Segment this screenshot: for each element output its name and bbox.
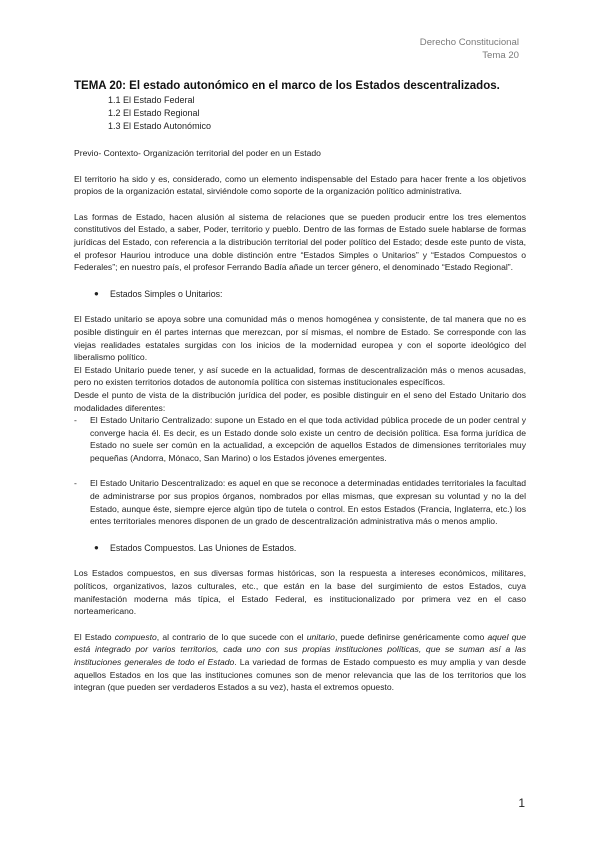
paragraph: El territorio ha sido y es, considerado, como un elemento indispensable del Estado para hacer frente a los objetivos propios de la organización estatal, sirviéndole como soporte de la organización político administrativa. [74, 173, 526, 197]
paragraph: El Estado unitario se apoya sobre una comunidad más o menos homogénea y consistente, de tal manera que no es posible distinguir en él partes internas que merezcan, por sí mismas, el nombre de Estado. Se corresponde con las viejas realidades estatales surgidas con los inicios de la modernidad europea y con el soporte ideológico del liberalismo político. [74, 314, 526, 363]
paragraph: El Estado Unitario puede tener, y así sucede en la actualidad, formas de descentralización más o menos acusadas, pero no existen territorios dotados de autonomía política con sistemas institucionales específicos. [74, 364, 526, 388]
bullet-icon: ● [94, 542, 99, 552]
dash-mark: - [74, 415, 77, 426]
paragraph: Las formas de Estado, hacen alusión al sistema de relaciones que se pueden producir entre los tres elementos constitutivos del Estado, a saber, Poder, territorio y pueblo. Dentro de las formas de Estado suele hablarse de formas jurídicas del Estado, con referencia a la distribución territorial del poder político del Estado; desde este punto de vista, el profesor Hauriou introduce una doble distinción entre “Estados Simples o Unitarios” y “Estados Compuestos o Federales”; en nuestro país, el profesor Ferrando Badía añade un tercer género, el denominado “Estado Regional”. [74, 211, 526, 273]
bullet-item [94, 542, 526, 555]
header-topic: Tema 20 [482, 50, 519, 61]
bullet-icon: ● [94, 288, 99, 298]
dash-item [74, 414, 526, 464]
dash-item [74, 477, 526, 527]
section-item: 1.3 El Estado Autonómico [108, 121, 212, 131]
dash-text: El Estado Unitario Centralizado: supone un Estado en el que toda actividad pública procede de un poder central y converge hacia él. Es decir, es un Estado donde solo existe un centro de decisión política. Esa forma jurídica de Estado no suele ser común en la actualidad, a excepción de aquellos Estados de dimensiones territoriales muy pequeñas (Andorra, Mónaco, San Marino) o los Estados jóvenes emergentes. [90, 415, 526, 463]
section-item: 1.1 El Estado Federal [108, 95, 195, 105]
document-header [420, 36, 519, 62]
section-item: 1.2 El Estado Regional [108, 108, 200, 118]
text-run: El Estado [74, 631, 115, 642]
paragraph-compound [74, 631, 526, 694]
paragraph: Desde el punto de vista de la distribución jurídica del poder, es posible distinguir en el seno del Estado Unitario dos modalidades diferentes: [74, 389, 526, 413]
document-body [74, 79, 526, 694]
page-title: TEMA 20: El estado autonómico en el marco de los Estados descentralizados. [74, 80, 500, 92]
previo-heading: Previo- Contexto- Organización territorial del poder en un Estado [74, 148, 321, 158]
italic-run: unitario [306, 631, 335, 642]
text-run: , puede definirse genéricamente como [334, 631, 488, 642]
italic-run: aquel que está integrado por varios territorios, cada uno con sus propias instituciones políticas, que se suman así a las instituciones generales de todo el Estado [74, 631, 526, 667]
bullet-label: Estados Simples o Unitarios: [110, 288, 223, 299]
dash-text: El Estado Unitario Descentralizado: es aquel en que se reconoce a determinadas entidades territoriales la facultad de administrarse por sus propios órganos, nombrados por ellas mismas, que expresan su voluntad y no la del Estado, aunque éste, siempre ejerce algún tipo de tutela o control. En estos Estados (Francia, Inglaterra, etc.) los entes territoriales menores disponen de un grado de descentralización administrativa más o menos amplio. [90, 478, 526, 527]
paragraph: Los Estados compuestos, en sus diversas formas históricas, son la respuesta a intereses económicos, militares, políticos, organizativos, lazos culturales, etc., que están en la base del surgimiento de estos Estados, cuya manifestación moderna más típica, el Estado Federal, es institucionalizado por primera vez en el caso norteamericano. [74, 568, 526, 617]
text-run: , al contrario de lo que sucede con el [156, 631, 307, 642]
page-number: 1 [518, 796, 525, 810]
bullet-label: Estados Compuestos. Las Uniones de Estados. [110, 542, 297, 553]
bullet-item [94, 288, 526, 301]
italic-run: compuesto [114, 631, 157, 642]
header-course: Derecho Constitucional [419, 37, 519, 48]
dash-mark: - [74, 478, 77, 489]
text-run: . La variedad de formas de Estado compuesto es muy amplia y van desde aquellos Estados en los que las instituciones comunes son de menor relevancia que las de los territorios que los integran (que pueden ser verdaderos Estados a su vez), hasta el extremos opuesto. [74, 657, 526, 693]
section-list [108, 94, 526, 133]
